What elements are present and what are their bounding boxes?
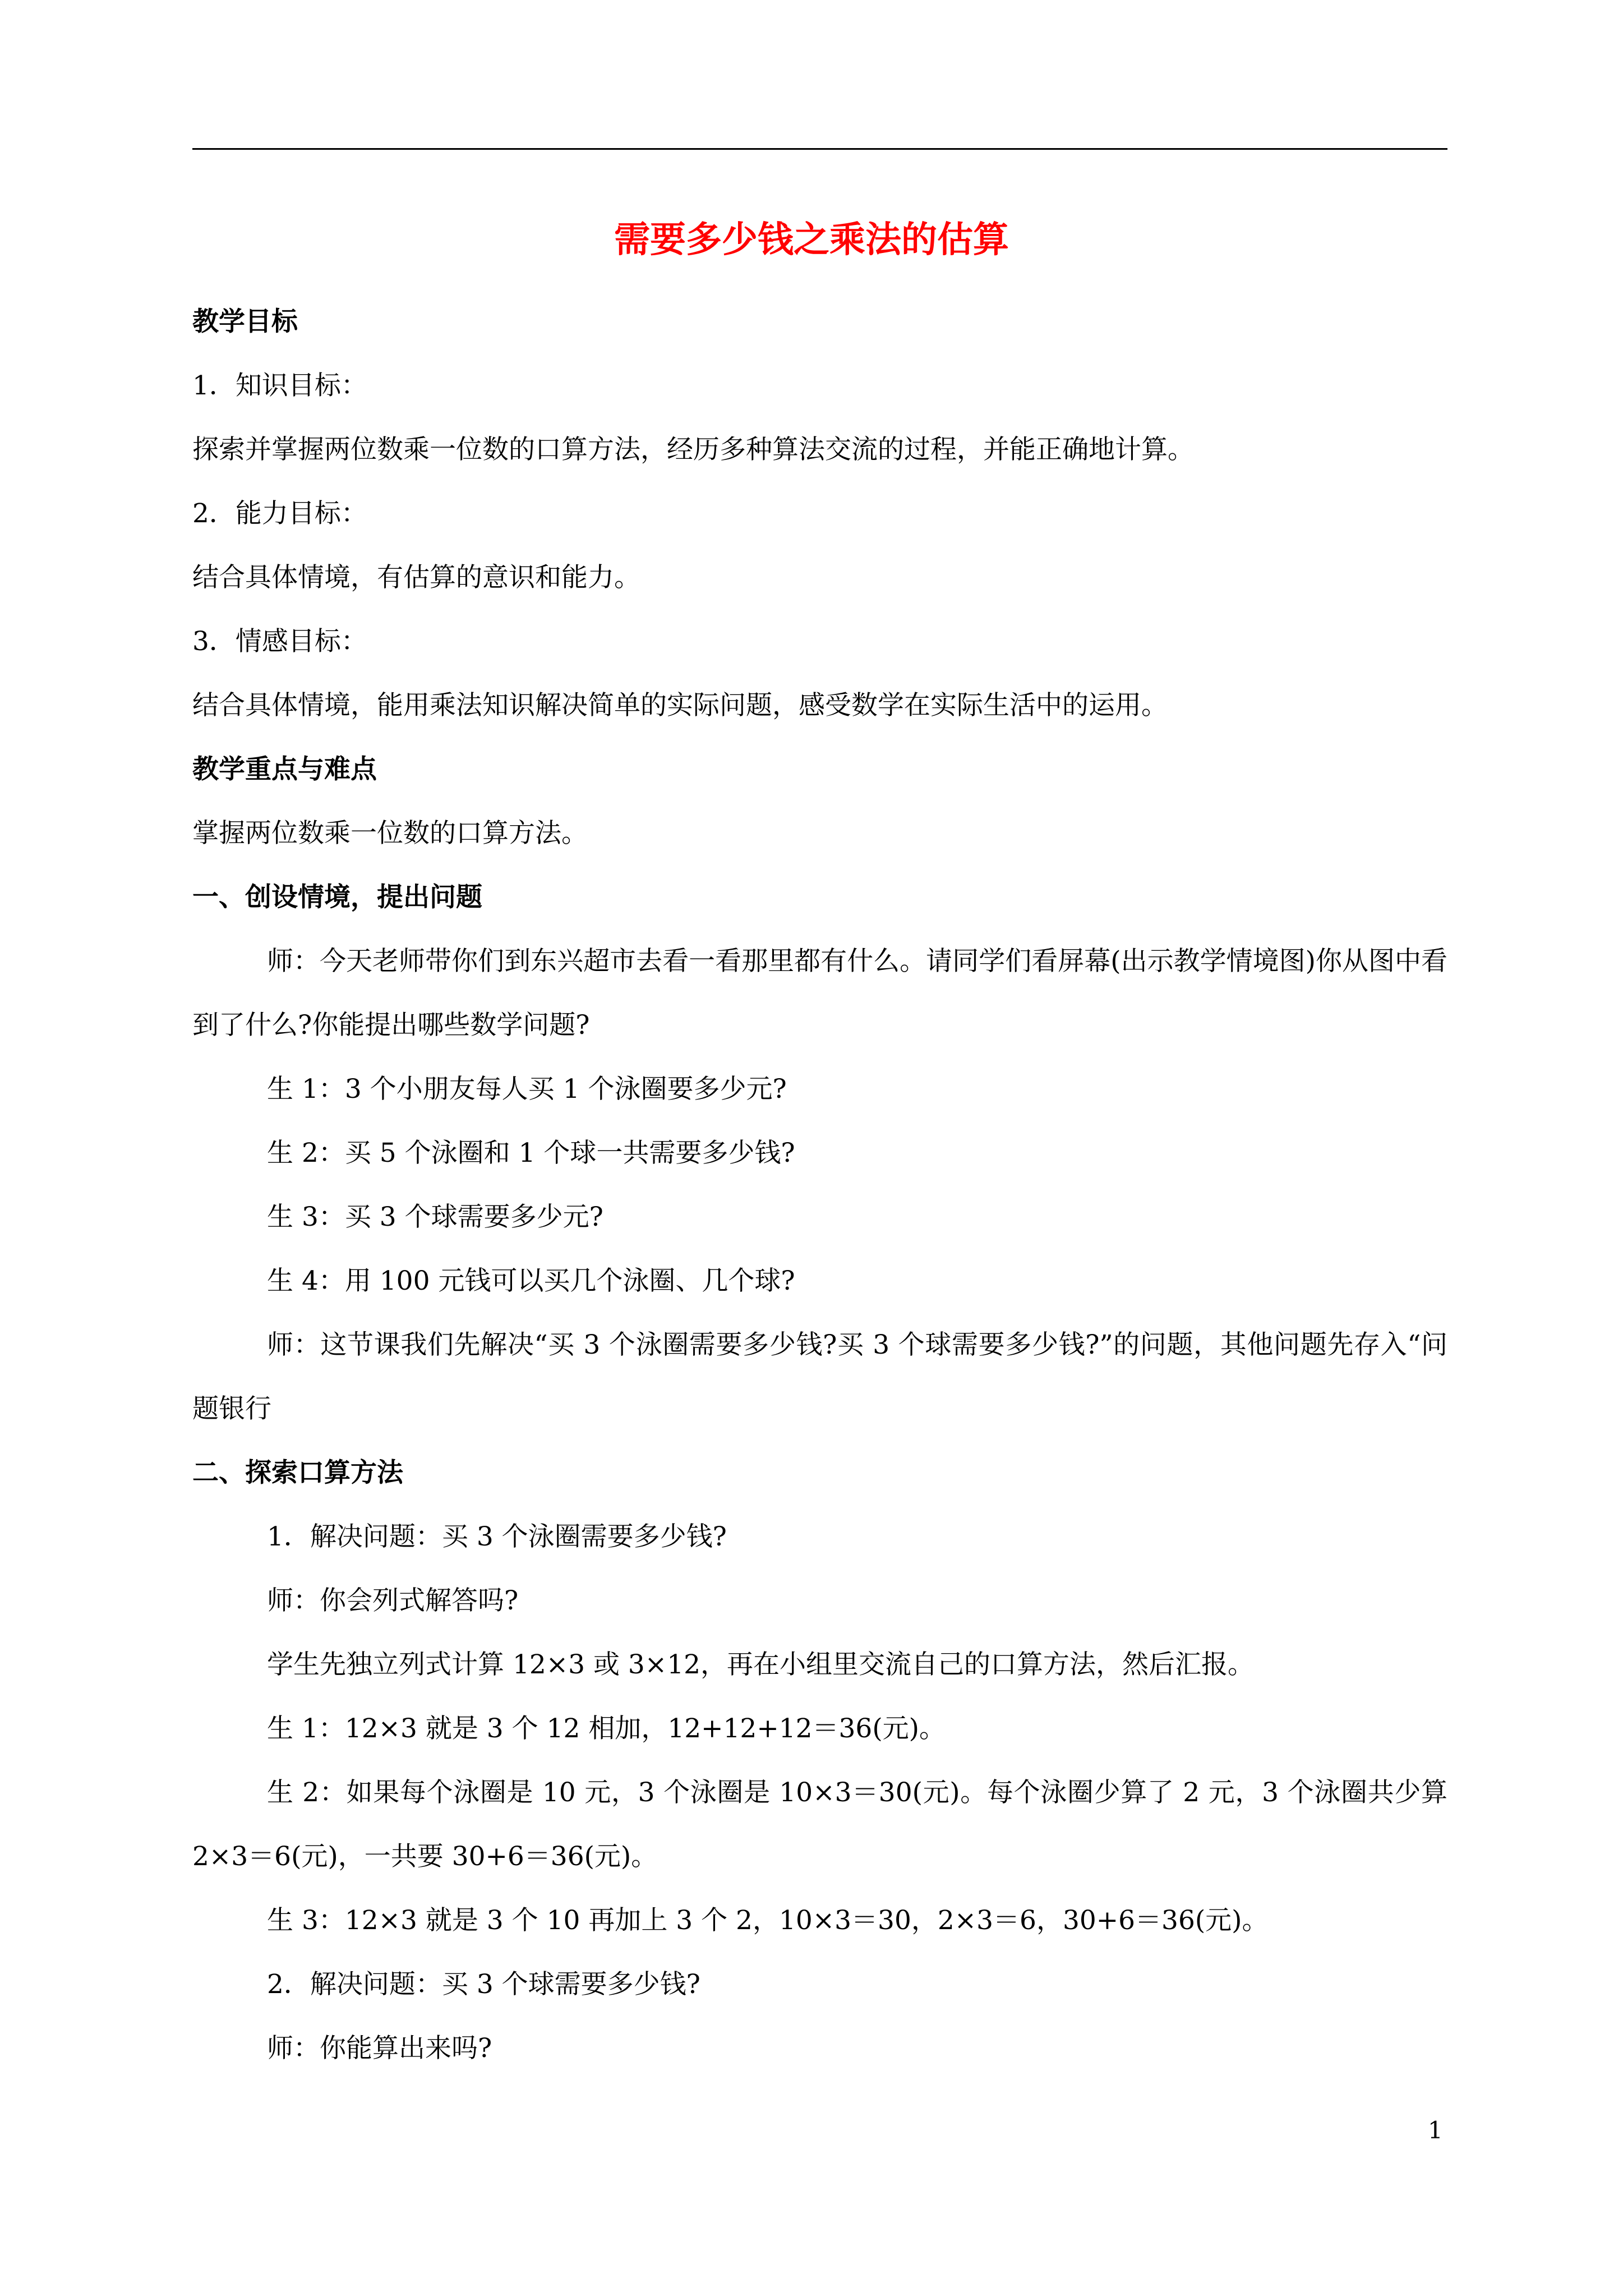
student-4-question: 生 4：用 100 元钱可以买几个泳圈、几个球? <box>267 1266 795 1296</box>
section-heading-key-points: 教学重点与难点 <box>192 754 377 785</box>
document-body <box>192 290 1447 2081</box>
key-points-text: 掌握两位数乘一位数的口算方法。 <box>192 818 588 849</box>
goal-emotion-heading: 3．情感目标： <box>192 626 367 657</box>
teacher-question-1: 师：你会列式解答吗? <box>267 1585 519 1616</box>
student-1-question: 生 1：3 个小朋友每人买 1 个泳圈要多少元? <box>267 1074 787 1105</box>
problem-2-heading: 2．解决问题：买 3 个球需要多少钱? <box>267 1969 700 2000</box>
header-rule <box>192 148 1447 150</box>
goal-knowledge-text: 探索并掌握两位数乘一位数的口算方法，经历多种算法交流的过程，并能正确地计算。 <box>192 434 1194 465</box>
student-2-question: 生 2：买 5 个泳圈和 1 个球一共需要多少钱? <box>267 1138 795 1168</box>
student-activity-text: 学生先独立列式计算 12×3 或 3×12，再在小组里交流自己的口算方法，然后汇报。 <box>267 1649 1254 1680</box>
student-3-question: 生 3：买 3 个球需要多少元? <box>267 1202 603 1232</box>
student-2-method: 生 2：如果每个泳圈是 10 元，3 个泳圈是 10×3＝30(元)。每个泳圈少算了 2 元，3 个泳圈共少算 2×3＝6(元)，一共要 30+6＝36(元)。 <box>192 1777 1447 1872</box>
goal-ability-heading: 2．能力目标： <box>192 498 367 529</box>
section-heading-part-two: 二、探索口算方法 <box>192 1457 403 1488</box>
teacher-question-2: 师：你能算出来吗? <box>267 2033 492 2064</box>
teacher-intro-paragraph: 师：今天老师带你们到东兴超市去看一看那里都有什么。请同学们看屏幕(出示教学情境图)你从图中看到了什么?你能提出哪些数学问题? <box>192 946 1447 1041</box>
document-title: 需要多少钱之乘法的估算 <box>614 219 1009 261</box>
teacher-focus-paragraph: 师：这节课我们先解决“买 3 个泳圈需要多少钱?买 3 个球需要多少钱?”的问题，其他问题先存入“问题银行 <box>192 1329 1447 1424</box>
goal-knowledge-heading: 1．知识目标： <box>192 370 367 401</box>
page-number: 1 <box>1428 2116 1443 2144</box>
section-heading-teaching-goals: 教学目标 <box>192 306 298 337</box>
goal-ability-text: 结合具体情境，有估算的意识和能力。 <box>192 562 640 593</box>
student-1-method: 生 1：12×3 就是 3 个 12 相加，12+12+12＝36(元)。 <box>267 1713 946 1744</box>
student-3-method: 生 3：12×3 就是 3 个 10 再加上 3 个 2，10×3＝30，2×3＝6，30+6＝36(元)。 <box>267 1905 1269 1936</box>
section-heading-part-one: 一、创设情境，提出问题 <box>192 882 482 913</box>
problem-1-heading: 1．解决问题：买 3 个泳圈需要多少钱? <box>267 1521 727 1552</box>
goal-emotion-text: 结合具体情境，能用乘法知识解决简单的实际问题，感受数学在实际生活中的运用。 <box>192 690 1168 721</box>
